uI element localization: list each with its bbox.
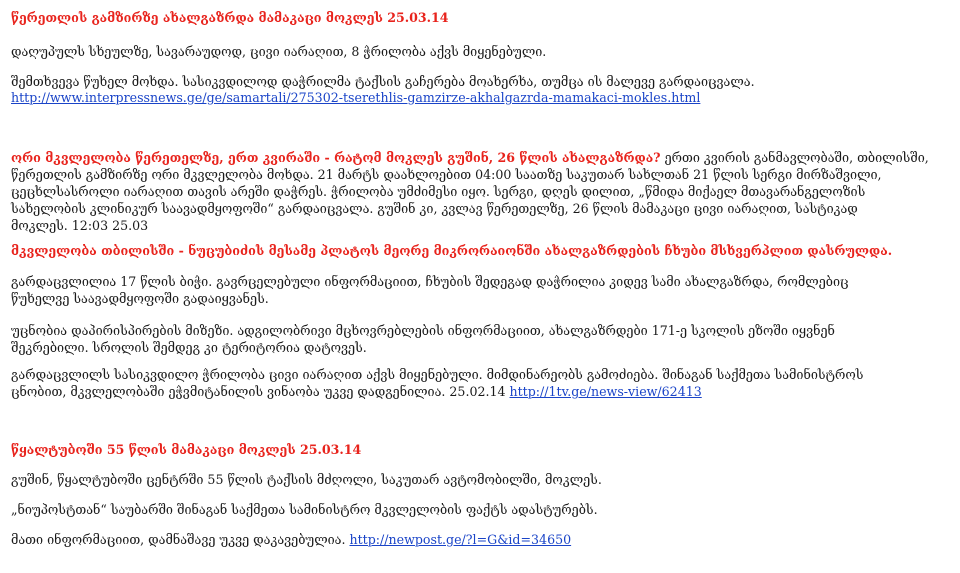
article-2-body bbox=[11, 149, 951, 234]
article-3-source-link[interactable]: http://1tv.ge/news-view/62413 bbox=[509, 384, 702, 399]
article-3-p2-line-2: შეკრებილი. სროლის შემდეგ კი ტერიტორია დატოვეს. bbox=[11, 340, 367, 355]
article-3-paragraph-2 bbox=[11, 322, 951, 356]
article-1-paragraph-2: შემთხვევა წუხელ მოხდა. სასიკვდილოდ დაჭრილმა ტაქსის გაჩერება მოახერხა, თუმცა ის მალევე გარდაიცვალა. bbox=[11, 74, 755, 89]
article-2-line-4: სახელობის კლინიკურ საავადმყოფოში“ გარდაიცვალა. გუშინ კი, კვლავ წერეთელზე, 26 წლის მამაკაცი ცივი იარაღით, სასტიკად bbox=[11, 201, 858, 216]
article-4-paragraph-2: „ნიუპოსტთან“ საუბარში შინაგან საქმეთა სამინისტრო მკვლელობის ფაქტს ადასტურებს. bbox=[11, 502, 598, 517]
article-4-paragraph-1: გუშინ, წყალტუბოში ცენტრში 55 წლის ტაქსის მძღოლი, საკუთარ ავტომობილში, მოკლეს. bbox=[11, 472, 602, 487]
article-3-p3-line-1: გარდაცვლილს სასიკვდილო ჭრილობა ცივი იარაღით აქვს მიყენებული. მიმდინარეობს გამოძიება. შინაგან საქმეთა სამინისტროს bbox=[11, 367, 864, 382]
article-2-line-2: წერეთლის გამზირზე ორი მკვლელობა მოხდა. 21 მარტს დაახლოებით 04:00 საათზე საკუთარ სახლთან 21 წლის სერგი მირზაშვილი, bbox=[11, 167, 882, 182]
article-3-p2-line-1: უცნობია დაპირისპირების მიზეზი. ადგილობრივი მცხოვრებლების ინფორმაციით, ახალგაზრდები 171-ე სკოლის ეზოში იყვნენ bbox=[11, 323, 835, 338]
article-1-title: წერეთლის გამზირზე ახალგაზრდა მამაკაცი მოკლეს 25.03.14 bbox=[11, 10, 449, 25]
article-2-headline: ორი მკვლელობა წერეთელზე, ერთ კვირაში - რატომ მოკლეს გუშინ, 26 წლის ახალგაზრდა? bbox=[11, 150, 661, 165]
article-4-source-link[interactable]: http://newpost.ge/?l=G&id=34650 bbox=[349, 532, 572, 547]
article-2-line-1 bbox=[11, 149, 951, 166]
article-1-link-line bbox=[11, 89, 951, 106]
article-3-title: მკვლელობა თბილისში - ნუცუბიძის მესამე პლატოს მეორე მიკრორაიონში ახალგაზრდების ჩხუბი მსხვერპლით დასრულდა. bbox=[11, 243, 893, 258]
article-3-p3-line-2 bbox=[11, 383, 951, 400]
article-4-title: წყალტუბოში 55 წლის მამაკაცი მოკლეს 25.03.14 bbox=[11, 442, 362, 457]
article-1-source-link[interactable]: http://www.interpressnews.ge/ge/samartali/275302-tserethlis-gamzirze-akhalgazrda-mamakaci-mokles.html bbox=[11, 90, 701, 105]
article-2-line-5: მოკლეს. 12:03 25.03 bbox=[11, 218, 149, 233]
article-3-paragraph-3 bbox=[11, 366, 951, 400]
article-3-p1-line-2: წუხელვე საავადმყოფოში გადაიყვანეს. bbox=[11, 291, 269, 306]
article-3-paragraph-1 bbox=[11, 273, 951, 307]
article-2-line-1-text: ერთი კვირის განმავლობაში, თბილისში, bbox=[660, 150, 929, 165]
article-1-paragraph-1: დაღუპულს სხეულზე, სავარაუდოდ, ცივი იარაღით, 8 ჭრილობა აქვს მიყენებული. bbox=[11, 44, 547, 59]
article-3-p1-line-1: გარდაცვლილია 17 წლის ბიჭი. გავრცელებული ინფორმაციით, ჩხუბის შედეგად დაჭრილია კიდევ სამი ახალგაზრდა, რომლებიც bbox=[11, 274, 849, 289]
article-4-paragraph-3 bbox=[11, 531, 951, 548]
article-4-p3-text: მათი ინფორმაციით, დამნაშავე უკვე დაკავებულია. bbox=[11, 532, 350, 547]
article-3-p3-line-2-text: ცნობით, მკვლელობაში ეჭვმიტანილის ვინაობა უკვე დადგენილია. 25.02.14 bbox=[11, 384, 510, 399]
article-2-line-3: ცეცხლსასროლი იარაღით თავის არეში დაჭრეს. ჭრილობა უმძიმესი იყო. სერგი, დღეს დილით, „წმიდა მიქაელ მთავარანგელოზის bbox=[11, 184, 866, 199]
